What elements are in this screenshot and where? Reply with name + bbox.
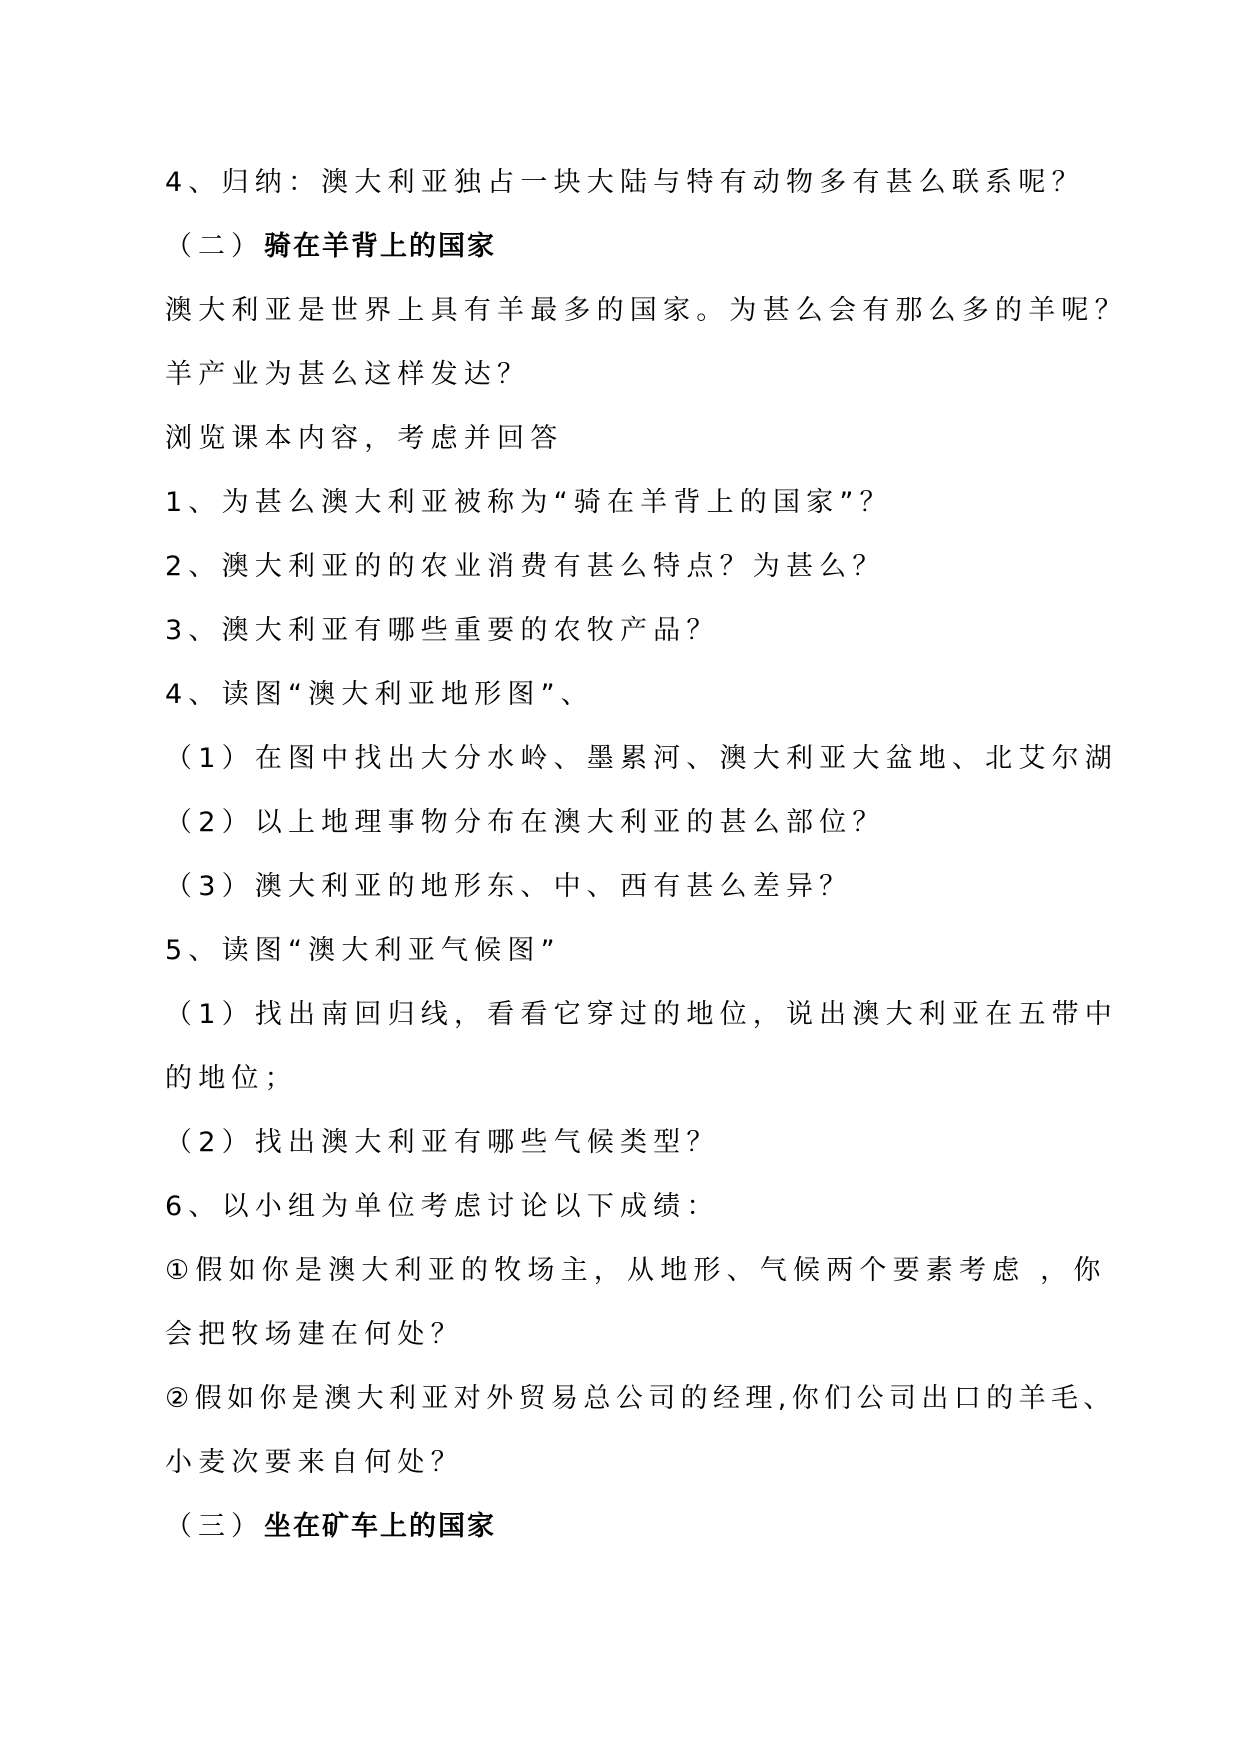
question-1: 1、为甚么澳大利亚被称为“骑在羊背上的国家”？ — [165, 487, 893, 518]
section-title: 骑在羊背上的国家 — [264, 231, 496, 262]
section-number: （二） — [165, 231, 264, 262]
question-3: 3、澳大利亚有哪些重要的农牧产品？ — [165, 615, 720, 646]
question-5: 5、读图“澳大利亚气候图” — [165, 935, 561, 966]
intro-paragraph-line-1: 澳大利亚是世界上具有羊最多的国家。为甚么会有那么多的羊呢？ — [165, 295, 1128, 326]
question-2: 2、澳大利亚的的农业消费有甚么特点？为甚么？ — [165, 551, 886, 582]
section-title: 坐在矿车上的国家 — [264, 1511, 496, 1542]
question-4-summary: 4、归纳：澳大利亚独占一块大陆与特有动物多有甚么联系呢？ — [165, 167, 1085, 198]
question-6-item-2-line-1: ②假如你是澳大利亚对外贸易总公司的经理,你们公司出口的羊毛、 — [165, 1383, 1116, 1414]
question-4-part-3: （3）澳大利亚的地形东、中、西有甚么差异？ — [165, 871, 853, 902]
section-heading-sheep — [165, 227, 496, 267]
question-5-part-1-line-1: （1）找出南回归线，看看它穿过的地位，说出澳大利亚在五带中 — [165, 999, 1118, 1030]
question-5-part-1-line-2: 的地位； — [165, 1063, 298, 1094]
question-6-item-1-line-2: 会把牧场建在何处？ — [165, 1319, 464, 1350]
instruction-text: 浏览课本内容，考虑并回答 — [165, 423, 564, 454]
question-6-item-1-line-1: ①假如你是澳大利亚的牧场主，从地形、气候两个要素考虑 ，你 — [165, 1255, 1107, 1286]
section-heading-mining — [165, 1507, 496, 1547]
question-6-item-2-line-2: 小麦次要来自何处？ — [165, 1447, 464, 1478]
intro-paragraph-line-2: 羊产业为甚么这样发达？ — [165, 359, 531, 390]
question-4-part-1: （1）在图中找出大分水岭、墨累河、澳大利亚大盆地、北艾尔湖 — [165, 743, 1118, 774]
question-4: 4、读图“澳大利亚地形图”、 — [165, 679, 594, 710]
section-number: （三） — [165, 1511, 264, 1542]
question-6: 6、以小组为单位考虑讨论以下成绩： — [165, 1191, 720, 1222]
question-5-part-2: （2）找出澳大利亚有哪些气候类型？ — [165, 1127, 720, 1158]
question-4-part-2: （2）以上地理事物分布在澳大利亚的甚么部位？ — [165, 807, 886, 838]
